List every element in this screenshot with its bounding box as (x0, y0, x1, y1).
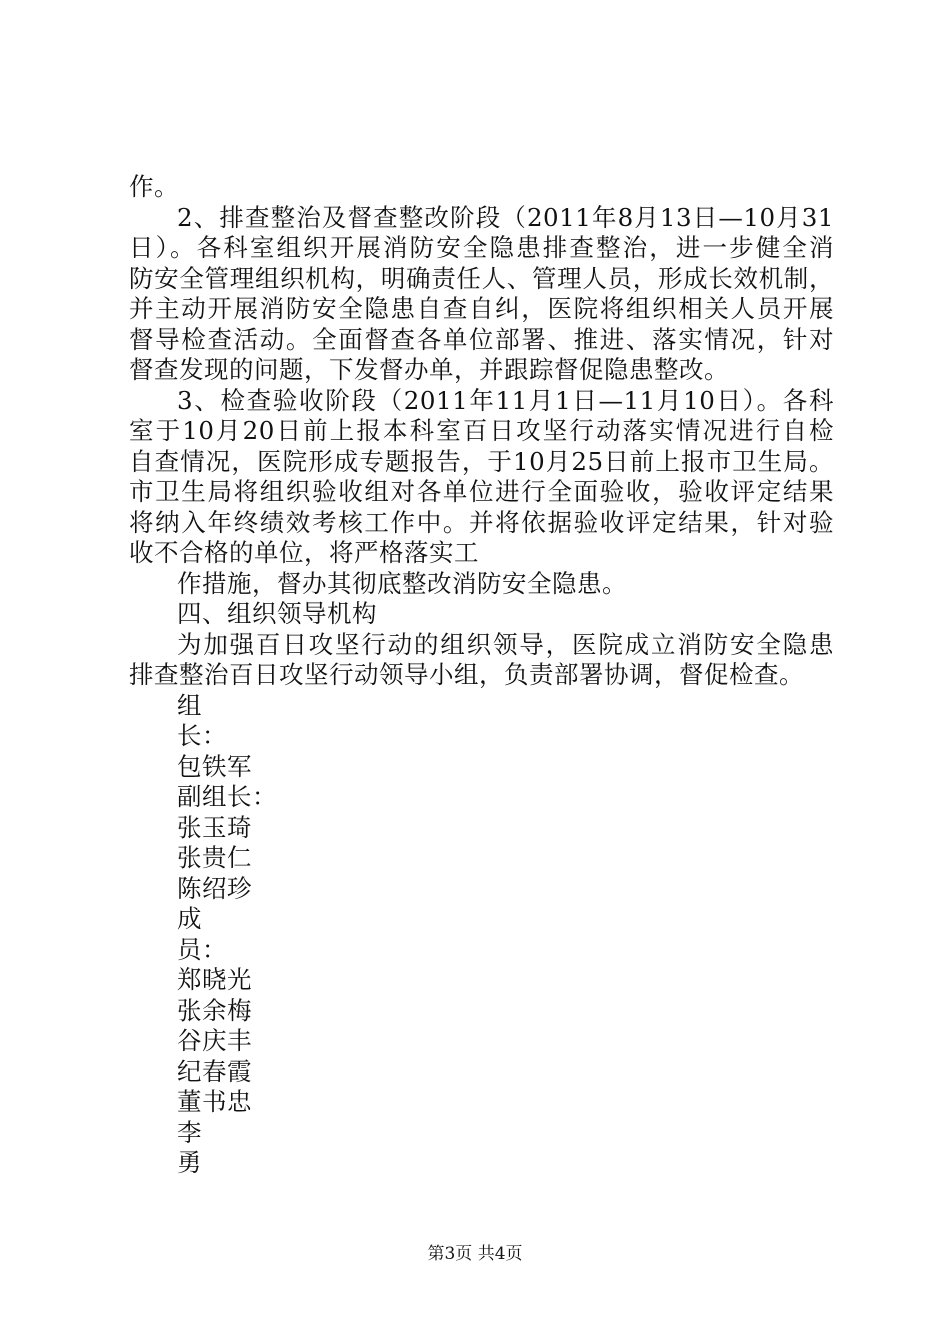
text-line: 长： (177, 721, 227, 750)
text-line: 自查情况，医院形成专题报告，于10月25日前上报市卫生局。 (129, 446, 834, 476)
text-line: 副组长： (177, 782, 277, 811)
text-line: 勇 (177, 1148, 202, 1177)
text-line: 李 (177, 1117, 202, 1147)
text-line: 将纳入年终绩效考核工作中。并将依据验收评定结果，针对验 (129, 507, 834, 537)
text-line: 市卫生局将组织验收组对各单位进行全面验收，验收评定结果 (129, 477, 834, 506)
text-line: 陈绍珍 (177, 873, 252, 903)
text-line: 张玉琦 (177, 812, 252, 842)
text-line: 员： (177, 934, 227, 964)
text-line: 日）。各科室组织开展消防安全隐患排查整治，进一步健全消 (129, 233, 834, 262)
text-line: 纪春霞 (177, 1056, 252, 1086)
text-line: 为加强百日攻坚行动的组织领导，医院成立消防安全隐患 (177, 629, 834, 659)
text-line: 组 (177, 690, 202, 720)
text-line: 督查发现的问题，下发督办单，并跟踪督促隐患整改。 (129, 355, 729, 384)
text-line: 室于10月20日前上报本科室百日攻坚行动落实情况进行自检 (129, 416, 834, 445)
page-footer: 第3页 共4页 (427, 1244, 523, 1264)
text-line: 3、检查验收阶段（2011年11月1日—11月10日）。各科 (177, 385, 834, 415)
text-line: 张贵仁 (177, 843, 252, 872)
text-line: 防安全管理组织机构，明确责任人、管理人员，形成长效机制， (129, 263, 834, 293)
text-line: 董书忠 (177, 1087, 252, 1116)
text-line: 排查整治百日攻坚行动领导小组，负责部署协调，督促检查。 (129, 660, 804, 689)
text-line: 四、组织领导机构 (177, 599, 377, 628)
text-line: 2、排查整治及督查整改阶段（2011年8月13日—10月31 (177, 202, 834, 232)
document-body (129, 172, 834, 1179)
text-line: 谷庆丰 (177, 1026, 252, 1055)
text-line: 作措施，督办其彻底整改消防安全隐患。 (177, 568, 627, 598)
text-line: 郑晓光 (177, 965, 252, 994)
text-line: 包铁军 (177, 751, 252, 781)
text-line: 并主动开展消防安全隐患自查自纠，医院将组织相关人员开展 (129, 294, 834, 323)
text-line: 作。 (129, 172, 179, 201)
text-line: 督导检查活动。全面督查各单位部署、推进、落实情况，针对 (129, 324, 834, 354)
text-line: 张余梅 (177, 995, 252, 1025)
text-line: 成 (177, 904, 202, 933)
text-line: 收不合格的单位，将严格落实工 (129, 538, 479, 567)
